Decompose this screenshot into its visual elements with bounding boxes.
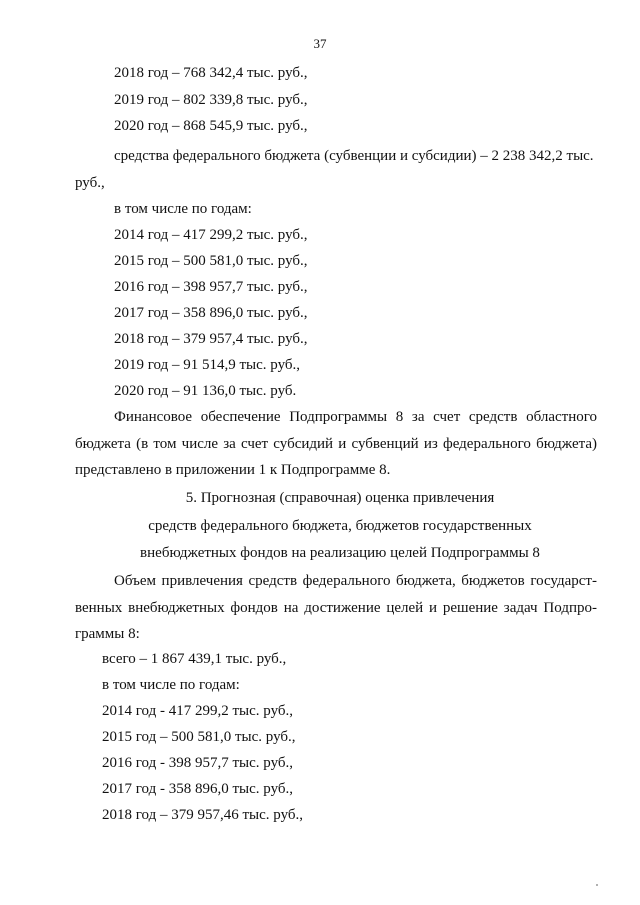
total-line: всего – 1 867 439,1 тыс. руб.,: [102, 651, 287, 667]
year-line: 2017 год - 358 896,0 тыс. руб.,: [102, 781, 294, 797]
year-line: 2019 год – 91 514,9 тыс. руб.,: [114, 357, 301, 373]
year-line: 2014 год – 417 299,2 тыс. руб.,: [114, 227, 308, 243]
paragraph-line: Финансовое обеспечение Подпрограммы 8 за счет средств областного: [114, 409, 597, 425]
section-heading-line: 5. Прогнозная (справочная) оценка привлечения: [185, 490, 495, 506]
scan-speck: [596, 884, 598, 886]
year-line: 2018 год – 379 957,4 тыс. руб.,: [114, 331, 308, 347]
year-line: 2017 год – 358 896,0 тыс. руб.,: [114, 305, 308, 321]
year-line: 2014 год - 417 299,2 тыс. руб.,: [102, 703, 294, 719]
paragraph-line: бюджета (в том числе за счет субсидий и субвенций из федерального бюджета): [75, 436, 597, 452]
by-years-label: в том числе по годам:: [114, 201, 252, 217]
federal-funds-line-cont: руб.,: [75, 175, 105, 191]
year-line: 2020 год – 91 136,0 тыс. руб.: [114, 383, 297, 399]
year-line: 2020 год – 868 545,9 тыс. руб.,: [114, 118, 308, 134]
year-line: 2016 год – 398 957,7 тыс. руб.,: [114, 279, 308, 295]
page-number: 37: [313, 36, 327, 51]
paragraph-line: представлено в приложении 1 к Подпрограмме 8.: [75, 462, 391, 478]
year-line: 2015 год – 500 581,0 тыс. руб.,: [102, 729, 296, 745]
paragraph-line: Объем привлечения средств федерального бюджета, бюджетов государст-: [114, 573, 597, 589]
section-heading-line: внебюджетных фондов на реализацию целей Подпрограммы 8: [140, 545, 540, 561]
year-line: 2016 год - 398 957,7 тыс. руб.,: [102, 755, 294, 771]
year-line: 2019 год – 802 339,8 тыс. руб.,: [114, 92, 308, 108]
paragraph-line: венных внебюджетных фондов на достижение целей и решение задач Подпро-: [75, 600, 597, 616]
section-heading-line: средств федерального бюджета, бюджетов государственных: [148, 518, 532, 534]
year-line: 2015 год – 500 581,0 тыс. руб.,: [114, 253, 308, 269]
paragraph-line: граммы 8:: [75, 626, 140, 642]
year-line: 2018 год – 379 957,46 тыс. руб.,: [102, 807, 304, 823]
year-line: 2018 год – 768 342,4 тыс. руб.,: [114, 65, 308, 81]
federal-funds-line: средства федерального бюджета (субвенции и субсидии) – 2 238 342,2 тыс.: [114, 148, 594, 164]
by-years-label: в том числе по годам:: [102, 677, 240, 693]
